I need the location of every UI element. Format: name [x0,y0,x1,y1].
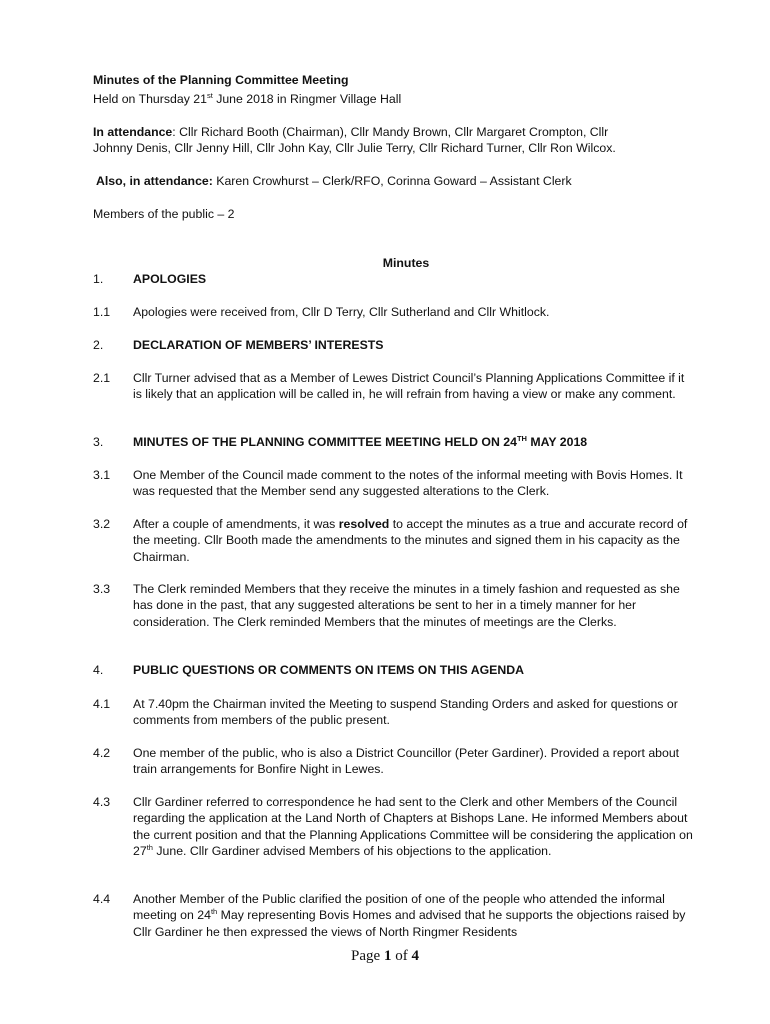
section-4-number: 4. [93,663,104,677]
section-3-title-pre: MINUTES OF THE PLANNING COMMITTEE MEETING HELD ON 24 [133,435,517,449]
resolved-word: resolved [338,517,390,531]
document-title: Minutes of the Planning Committee Meeting [93,73,349,87]
section-3-title [133,434,693,450]
minutes-heading: Minutes [382,256,430,270]
section-3-title-sup: TH [516,433,527,443]
section-3-number: 3. [93,435,104,449]
section-2-title: DECLARATION OF MEMBERS’ INTERESTS [133,338,384,352]
section-1-number: 1. [93,272,104,286]
item-1-1-text: Apologies were received from, Cllr D Terry, Cllr Sutherland and Cllr Whitlock. [133,305,550,319]
item-3-2-post: to accept the minutes as a true and accurate record of the meeting. Cllr Booth made the amendments to the minutes and signed them in his capacity as the Chairman. [133,517,688,564]
footer-page-total: 4 [411,948,419,964]
item-4-3-sup: th [146,843,153,853]
held-post: June 2018 in Ringmer Village Hall [212,92,402,106]
held-sup: st [206,90,213,100]
footer-of: of [391,948,412,964]
item-4-4-post: May representing Bovis Homes and advised that he supports the objections raised by Cllr Gardiner he then expressed the views of North Ringmer Residents [133,908,686,939]
item-3-2-number: 3.2 [93,517,111,531]
item-4-2-text: One member of the public, who is also a District Councillor (Peter Gardiner). Provided a report about train arrangements for Bonfire Night in Lewes. [133,746,680,777]
item-4-1-number: 4.1 [93,697,111,711]
item-4-2-number: 4.2 [93,746,111,760]
attendance-label: In attendance [93,125,173,139]
also-attendance-line [96,173,572,190]
section-4-title: PUBLIC QUESTIONS OR COMMENTS ON ITEMS ON THIS AGENDA [133,663,525,677]
attendance-line-1 [93,124,608,141]
item-3-2-pre: After a couple of amendments, it was [133,517,339,531]
item-1-1-number: 1.1 [93,305,111,319]
item-3-2-text [133,516,693,565]
item-4-3-pre: Cllr Gardiner referred to correspondence he had sent to the Clerk and other Members of the Council regarding the application at the Land North of Chapters at Bishops Lane. He informed Members about the current position and that the Planning Applications Committee will be considering the application on 27 [133,795,693,859]
item-4-4-sup: th [210,907,218,917]
held-pre: Held on Thursday 21 [93,92,207,106]
item-3-3-text: The Clerk reminded Members that they receive the minutes in a timely fashion and requested as she has done in the past, that any suggested alterations be sent to her in a timely manner for her consideration. The Clerk reminded Members that the minutes of meetings are the Clerks. [133,582,680,629]
section-2-number: 2. [93,338,104,352]
attendance-text-1: : Cllr Richard Booth (Chairman), Cllr Mandy Brown, Cllr Margaret Crompton, Cllr [172,125,609,139]
page-footer [0,948,770,965]
also-attendance-label: Also, in attendance: [96,174,213,188]
item-4-3-number: 4.3 [93,795,111,809]
also-attendance-text: Karen Crowhurst – Clerk/RFO, Corinna Goward – Assistant Clerk [212,174,572,188]
item-4-3-text [133,794,693,860]
attendance-line-2: Johnny Denis, Cllr Jenny Hill, Cllr John Kay, Cllr Julie Terry, Cllr Richard Turner, Cllr Ron Wilcox. [93,141,616,155]
item-2-1-number: 2.1 [93,371,111,385]
footer-page-label: Page [351,948,384,964]
footer-page-number: 1 [383,948,392,964]
item-4-4-pre: Another Member of the Public clarified the position of one of the people who attended the informal meeting on 24 [133,892,665,923]
item-2-1-text: Cllr Turner advised that as a Member of Lewes District Council’s Planning Applications Committee if it is likely that an application will be called in, he will refrain from having a view or make any comment. [133,371,685,402]
meeting-date-line [93,91,401,108]
section-1-title: APOLOGIES [133,272,207,286]
item-3-1-number: 3.1 [93,468,111,482]
members-of-public: Members of the public – 2 [93,207,235,221]
item-3-1-text: One Member of the Council made comment to the notes of the informal meeting with Bovis Homes. It was requested that the Member send any suggested alterations to the Clerk. [133,468,683,499]
item-4-4-text [133,891,693,940]
item-3-3-number: 3.3 [93,582,111,596]
item-4-3-post: June. Cllr Gardiner advised Members of his objections to the application. [152,844,552,859]
item-4-1-text: At 7.40pm the Chairman invited the Meeting to suspend Standing Orders and asked for questions or comments from members of the public present. [133,697,678,728]
section-3-title-post: MAY 2018 [526,435,588,449]
item-4-4-number: 4.4 [93,892,111,906]
